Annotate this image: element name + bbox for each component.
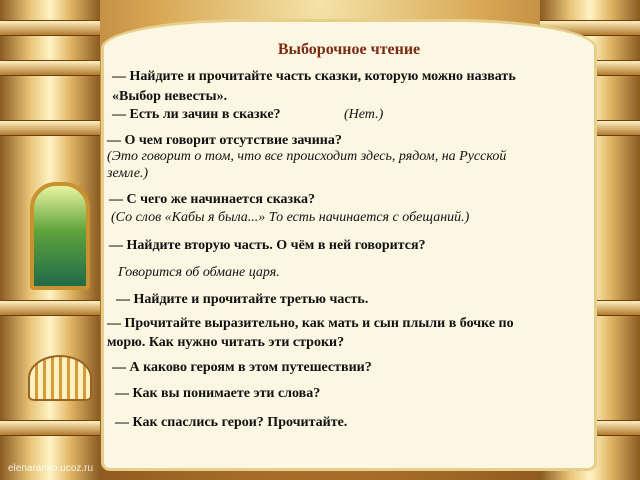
column-ornament <box>0 60 100 76</box>
question-line: — Найдите вторую часть. О чём в ней говорится? <box>109 238 426 253</box>
question-line: — С чего же начинается сказка? <box>109 192 316 207</box>
column-ornament <box>0 20 100 36</box>
question-line: — Прочитайте выразительно, как мать и сын плыли в бочке по <box>107 316 514 331</box>
slide-title: Выборочное чтение <box>277 41 421 58</box>
shell-ornament-icon <box>28 355 92 401</box>
column-ornament <box>0 420 100 436</box>
question-line: морю. Как нужно читать эти строки? <box>107 335 345 350</box>
column-ornament <box>0 300 100 316</box>
question-line: — Найдите и прочитайте третью часть. <box>116 292 369 307</box>
site-credit: elenaranko.ucoz.ru <box>8 463 94 474</box>
answer-line: (Нет.) <box>344 107 384 122</box>
question-line: — Есть ли зачин в сказке? <box>112 107 281 122</box>
column-ornament <box>0 120 100 136</box>
left-ornate-column <box>0 0 100 480</box>
answer-line: (Это говорит о том, что все происходит здесь, рядом, на Русской <box>107 149 507 164</box>
answer-line: Говорится об обмане царя. <box>118 265 280 280</box>
answer-line: земле.) <box>107 166 149 181</box>
question-line: «Выбор невесты». <box>112 89 228 104</box>
arched-window-image <box>30 182 90 290</box>
question-line: — Как спаслись герои? Прочитайте. <box>115 415 348 430</box>
question-line: — Найдите и прочитайте часть сказки, которую можно назвать <box>112 69 516 84</box>
question-line: — Как вы понимаете эти слова? <box>115 386 321 401</box>
question-line: — А каково героям в этом путешествии? <box>112 360 372 375</box>
answer-line: (Со слов «Кабы я была...» То есть начинается с обещаний.) <box>111 210 470 225</box>
question-line: — О чем говорит отсутствие зачина? <box>107 133 342 148</box>
